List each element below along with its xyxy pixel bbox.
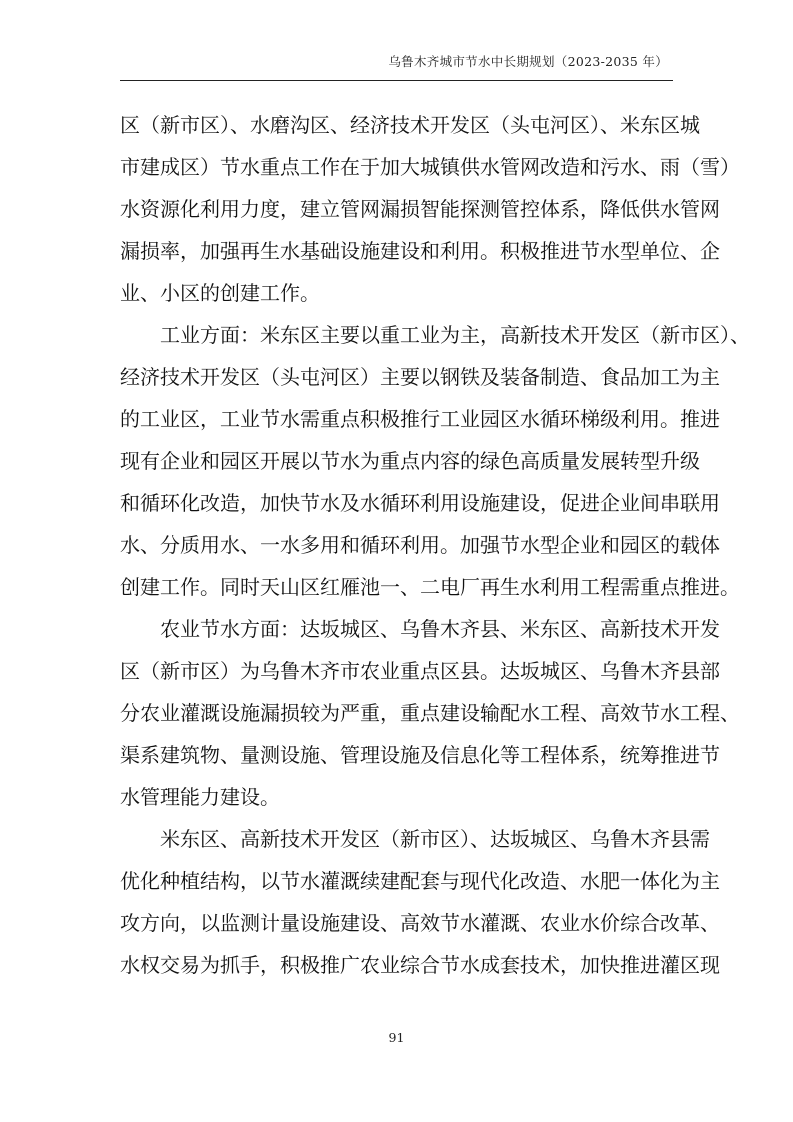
- text-line: 攻方向，以监测计量设施建设、高效节水灌溉、农业水价综合改革、: [120, 911, 720, 935]
- text-line: 业、小区的创建工作。: [120, 281, 320, 305]
- text-line: 市建成区）节水重点工作在于加大城镇供水管网改造和污水、雨（雪）: [120, 155, 740, 179]
- text-line: 区（新市区）、水磨沟区、经济技术开发区（头屯河区）、米东区城: [120, 113, 700, 137]
- text-line: 分农业灌溉设施漏损较为严重，重点建设输配水工程、高效节水工程、: [120, 701, 740, 725]
- text-line: 水管理能力建设。: [120, 785, 280, 809]
- text-line: 渠系建筑物、量测设施、管理设施及信息化等工程体系，统筹推进节: [120, 743, 720, 767]
- text-line: 米东区、高新技术开发区（新市区）、达坂城区、乌鲁木齐县需: [160, 827, 710, 851]
- text-line: 创建工作。同时天山区红雁池一、二电厂再生水利用工程需重点推进。: [120, 575, 740, 599]
- text-line: 优化种植结构，以节水灌溉续建配套与现代化改造、水肥一体化为主: [120, 869, 720, 893]
- header-rule: [120, 80, 673, 81]
- text-line: 经济技术开发区（头屯河区）主要以钢铁及装备制造、食品加工为主: [120, 365, 720, 389]
- text-line: 区（新市区）为乌鲁木齐市农业重点区县。达坂城区、乌鲁木齐县部: [120, 659, 720, 683]
- page-number: 91: [388, 1030, 405, 1045]
- text-line: 水权交易为抓手，积极推广农业综合节水成套技术，加快推进灌区现: [120, 953, 720, 977]
- text-line: 水、分质用水、一水多用和循环利用。加强节水型企业和园区的载体: [120, 533, 720, 557]
- running-header: 乌鲁木齐城市节水中长期规划（2023-2035 年）: [388, 54, 668, 69]
- text-line: 漏损率，加强再生水基础设施建设和利用。积极推进节水型单位、企: [120, 239, 720, 263]
- text-line: 农业节水方面：达坂城区、乌鲁木齐县、米东区、高新技术开发: [160, 617, 720, 641]
- text-line: 和循环化改造，加快节水及水循环利用设施建设，促进企业间串联用: [120, 491, 720, 515]
- text-line: 现有企业和园区开展以节水为重点内容的绿色高质量发展转型升级: [120, 449, 700, 473]
- text-line: 工业方面：米东区主要以重工业为主，高新技术开发区（新市区）、: [160, 323, 750, 347]
- text-line: 水资源化利用力度，建立管网漏损智能探测管控体系，降低供水管网: [120, 197, 720, 221]
- text-line: 的工业区，工业节水需重点积极推行工业园区水循环梯级利用。推进: [120, 407, 720, 431]
- body-text: [120, 104, 750, 986]
